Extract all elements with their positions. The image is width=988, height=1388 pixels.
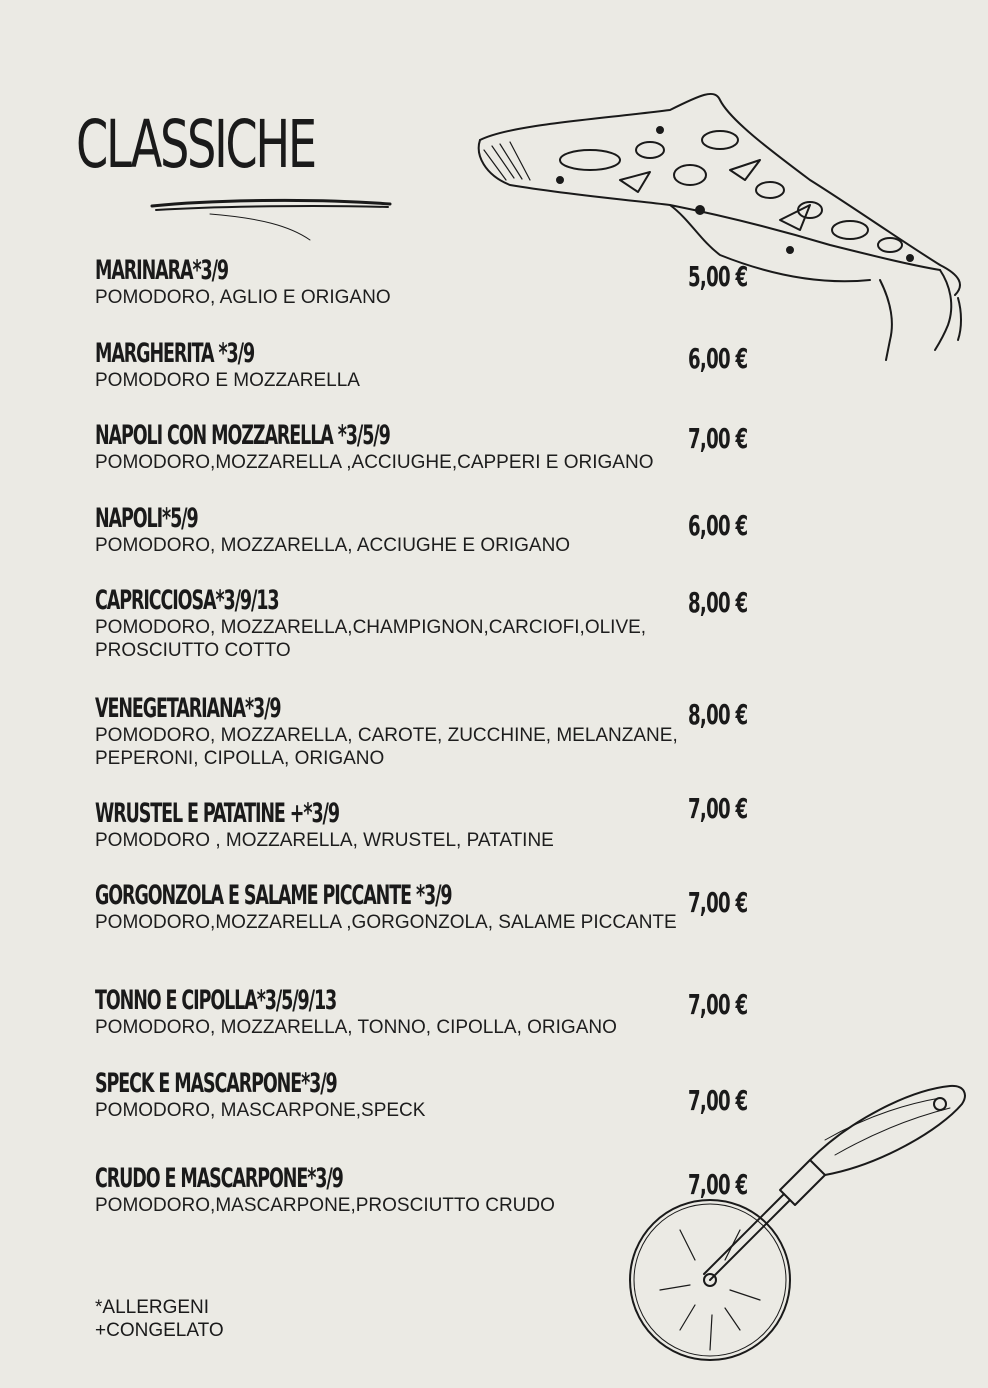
item-description: POMODORO E MOZZARELLA [95,370,360,391]
menu-item [95,1164,695,1217]
menu-item [95,256,695,309]
item-description: POMODORO, MOZZARELLA, CAROTE, ZUCCHINE, MELANZANE, PEPERONI, CIPOLLA, ORIGANO [95,725,678,769]
item-name: TONNO E CIPOLLA*3/5/9/13 [95,985,337,1016]
menu-item [95,421,695,474]
menu-item [95,881,695,934]
item-price: 7,00 € [688,422,748,455]
item-description: POMODORO, MASCARPONE,SPECK [95,1100,426,1121]
item-description: POMODORO, MOZZARELLA,CHAMPIGNON,CARCIOFI,OLIVE, PROSCIUTTO COTTO [95,617,647,661]
frozen-note: +CONGELATO [95,1320,224,1341]
item-description: POMODORO, MOZZARELLA, ACCIUGHE E ORIGANO [95,535,571,556]
menu-item [95,694,695,770]
item-price: 5,00 € [688,260,748,293]
item-description: POMODORO,MASCARPONE,PROSCIUTTO CRUDO [95,1195,555,1216]
pizza-cutter-icon [620,1080,970,1375]
item-name: WRUSTEL E PATATINE +*3/9 [95,798,339,829]
pizza-slice-icon [470,80,970,370]
item-description: POMODORO, MOZZARELLA, TONNO, CIPOLLA, ORIGANO [95,1017,617,1038]
item-price: 7,00 € [688,1084,748,1117]
page-title: CLASSICHE [76,106,315,183]
item-price: 8,00 € [688,586,748,619]
menu-item [95,799,695,852]
menu-item [95,339,695,392]
item-description: POMODORO, AGLIO E ORIGANO [95,287,391,308]
item-description: POMODORO , MOZZARELLA, WRUSTEL, PATATINE [95,830,554,851]
item-name: CRUDO E MASCARPONE*3/9 [95,1163,343,1194]
item-name: MARGHERITA *3/9 [95,338,255,369]
item-description: POMODORO,MOZZARELLA ,ACCIUGHE,CAPPERI E ORIGANO [95,452,654,473]
item-price: 7,00 € [688,1168,748,1201]
item-name: NAPOLI*5/9 [95,503,198,534]
item-name: MARINARA*3/9 [95,255,229,286]
title-underline-icon [150,196,395,242]
menu-item [95,1069,695,1122]
item-price: 6,00 € [688,509,748,542]
item-name: CAPRICCIOSA*3/9/13 [95,585,279,616]
item-price: 7,00 € [688,886,748,919]
item-description: POMODORO,MOZZARELLA ,GORGONZOLA, SALAME PICCANTE [95,912,677,933]
item-name: VENEGETARIANA*3/9 [95,693,281,724]
item-name: NAPOLI CON MOZZARELLA *3/5/9 [95,420,390,451]
menu-item [95,504,695,557]
menu-item [95,986,695,1039]
item-price: 6,00 € [688,342,748,375]
allergens-note: *ALLERGENI [95,1297,210,1318]
item-price: 7,00 € [688,792,748,825]
item-price: 7,00 € [688,988,748,1021]
item-name: SPECK E MASCARPONE*3/9 [95,1068,337,1099]
item-name: GORGONZOLA E SALAME PICCANTE *3/9 [95,880,452,911]
menu-item [95,586,695,662]
footnotes [95,1296,224,1342]
item-price: 8,00 € [688,698,748,731]
